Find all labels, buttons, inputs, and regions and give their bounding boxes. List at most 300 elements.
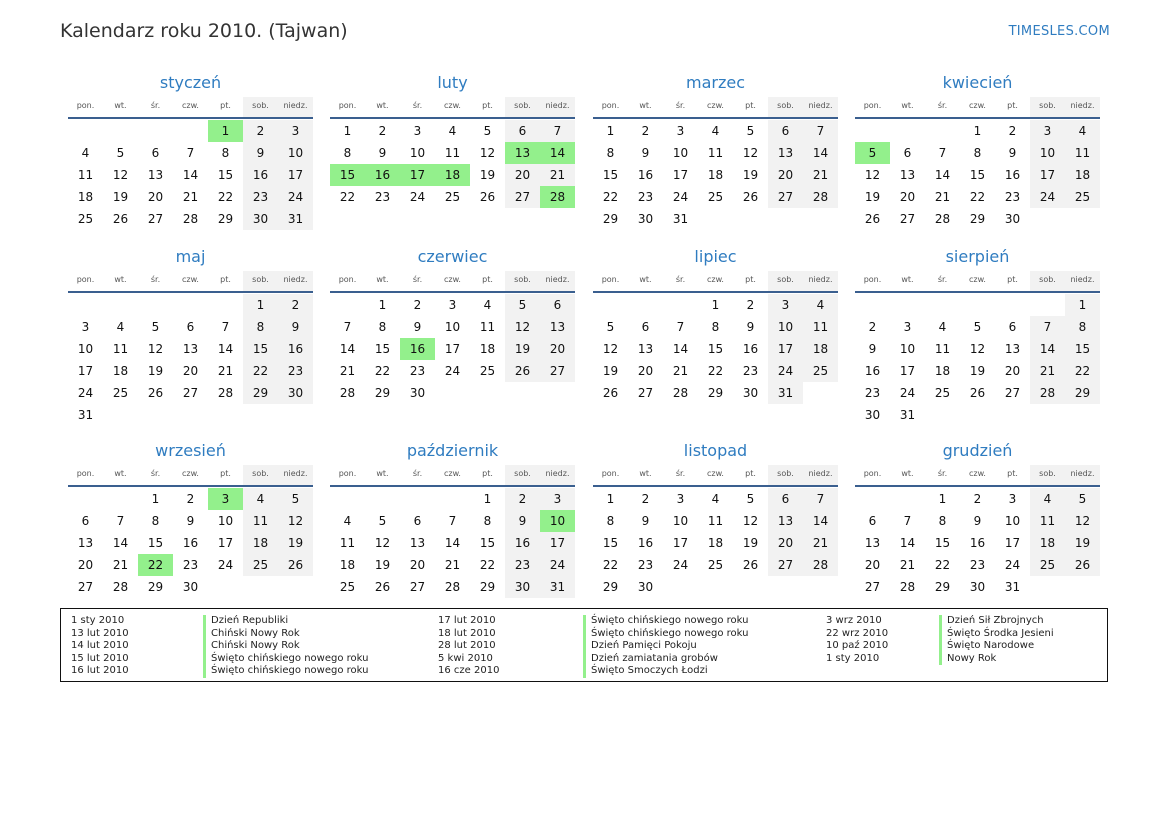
- holiday-day-cell[interactable]: 16: [365, 164, 400, 186]
- day-cell[interactable]: 11: [803, 316, 838, 338]
- day-cell[interactable]: 3: [540, 488, 575, 510]
- day-cell[interactable]: 10: [672, 146, 689, 160]
- day-cell[interactable]: 7: [343, 320, 352, 334]
- day-cell[interactable]: 20: [505, 164, 540, 186]
- day-cell[interactable]: 17: [278, 164, 313, 186]
- day-cell[interactable]: 20: [147, 190, 164, 204]
- day-cell[interactable]: 8: [343, 146, 352, 160]
- day-cell[interactable]: 13: [540, 316, 575, 338]
- day-cell[interactable]: 9: [1008, 146, 1017, 160]
- holiday-day-cell[interactable]: 22: [138, 554, 173, 576]
- day-cell[interactable]: 13: [1004, 342, 1021, 356]
- day-cell[interactable]: 4: [803, 294, 838, 316]
- day-cell[interactable]: 18: [1030, 532, 1065, 554]
- day-cell[interactable]: 12: [742, 146, 759, 160]
- day-cell[interactable]: 25: [803, 360, 838, 382]
- day-cell[interactable]: 5: [378, 514, 387, 528]
- day-cell[interactable]: 28: [1030, 382, 1065, 404]
- day-cell[interactable]: 11: [479, 320, 496, 334]
- day-cell[interactable]: 10: [899, 342, 916, 356]
- day-cell[interactable]: 2: [1008, 124, 1017, 138]
- day-cell[interactable]: 24: [1004, 558, 1021, 572]
- day-cell[interactable]: 25: [112, 386, 129, 400]
- day-cell[interactable]: 24: [278, 186, 313, 208]
- day-cell[interactable]: 24: [217, 558, 234, 572]
- day-cell[interactable]: 16: [969, 536, 986, 550]
- day-cell[interactable]: 24: [409, 190, 426, 204]
- day-cell[interactable]: 29: [934, 580, 951, 594]
- day-cell[interactable]: 23: [505, 554, 540, 576]
- day-cell[interactable]: 12: [505, 316, 540, 338]
- day-cell[interactable]: 30: [637, 580, 654, 594]
- day-cell[interactable]: 6: [768, 120, 803, 142]
- day-cell[interactable]: 11: [444, 146, 461, 160]
- day-cell[interactable]: 5: [746, 492, 755, 506]
- day-cell[interactable]: 10: [672, 514, 689, 528]
- day-cell[interactable]: 13: [147, 168, 164, 182]
- day-cell[interactable]: 19: [112, 190, 129, 204]
- day-cell[interactable]: 6: [81, 514, 90, 528]
- day-cell[interactable]: 22: [479, 558, 496, 572]
- day-cell[interactable]: 1: [483, 492, 492, 506]
- day-cell[interactable]: 29: [1065, 382, 1100, 404]
- day-cell[interactable]: 22: [602, 558, 619, 572]
- day-cell[interactable]: 22: [339, 190, 356, 204]
- day-cell[interactable]: 8: [973, 146, 982, 160]
- day-cell[interactable]: 2: [378, 124, 387, 138]
- day-cell[interactable]: 15: [934, 536, 951, 550]
- day-cell[interactable]: 1: [606, 492, 615, 506]
- day-cell[interactable]: 29: [374, 386, 391, 400]
- day-cell[interactable]: 22: [217, 190, 234, 204]
- day-cell[interactable]: 21: [803, 164, 838, 186]
- day-cell[interactable]: 19: [969, 364, 986, 378]
- day-cell[interactable]: 7: [903, 514, 912, 528]
- day-cell[interactable]: 4: [711, 492, 720, 506]
- day-cell[interactable]: 29: [602, 580, 619, 594]
- day-cell[interactable]: 3: [81, 320, 90, 334]
- day-cell[interactable]: 22: [374, 364, 391, 378]
- day-cell[interactable]: 13: [864, 536, 881, 550]
- day-cell[interactable]: 2: [746, 298, 755, 312]
- day-cell[interactable]: 25: [479, 364, 496, 378]
- day-cell[interactable]: 21: [444, 558, 461, 572]
- day-cell[interactable]: 27: [864, 580, 881, 594]
- day-cell[interactable]: 21: [217, 364, 234, 378]
- day-cell[interactable]: 12: [278, 510, 313, 532]
- day-cell[interactable]: 11: [707, 514, 724, 528]
- day-cell[interactable]: 22: [934, 558, 951, 572]
- day-cell[interactable]: 12: [147, 342, 164, 356]
- day-cell[interactable]: 30: [243, 208, 278, 230]
- day-cell[interactable]: 6: [186, 320, 195, 334]
- day-cell[interactable]: 23: [864, 386, 881, 400]
- day-cell[interactable]: 31: [768, 382, 803, 404]
- day-cell[interactable]: 18: [1065, 164, 1100, 186]
- day-cell[interactable]: 16: [1004, 168, 1021, 182]
- day-cell[interactable]: 6: [903, 146, 912, 160]
- day-cell[interactable]: 2: [243, 120, 278, 142]
- day-cell[interactable]: 16: [742, 342, 759, 356]
- day-cell[interactable]: 6: [413, 514, 422, 528]
- day-cell[interactable]: 9: [746, 320, 755, 334]
- day-cell[interactable]: 27: [540, 360, 575, 382]
- day-cell[interactable]: 20: [637, 364, 654, 378]
- day-cell[interactable]: 21: [899, 558, 916, 572]
- day-cell[interactable]: 8: [243, 316, 278, 338]
- day-cell[interactable]: 9: [413, 320, 422, 334]
- day-cell[interactable]: 23: [278, 360, 313, 382]
- day-cell[interactable]: 26: [374, 580, 391, 594]
- day-cell[interactable]: 13: [77, 536, 94, 550]
- day-cell[interactable]: 9: [243, 142, 278, 164]
- day-cell[interactable]: 20: [768, 532, 803, 554]
- day-cell[interactable]: 27: [77, 580, 94, 594]
- day-cell[interactable]: 11: [243, 510, 278, 532]
- day-cell[interactable]: 26: [147, 386, 164, 400]
- day-cell[interactable]: 31: [278, 208, 313, 230]
- day-cell[interactable]: 20: [540, 338, 575, 360]
- day-cell[interactable]: 20: [1004, 364, 1021, 378]
- day-cell[interactable]: 21: [934, 190, 951, 204]
- day-cell[interactable]: 5: [606, 320, 615, 334]
- day-cell[interactable]: 1: [711, 298, 720, 312]
- day-cell[interactable]: 27: [182, 386, 199, 400]
- day-cell[interactable]: 28: [803, 186, 838, 208]
- day-cell[interactable]: 7: [676, 320, 685, 334]
- day-cell[interactable]: 4: [483, 298, 492, 312]
- day-cell[interactable]: 4: [448, 124, 457, 138]
- day-cell[interactable]: 29: [707, 386, 724, 400]
- day-cell[interactable]: 12: [969, 342, 986, 356]
- holiday-day-cell[interactable]: 5: [855, 142, 890, 164]
- day-cell[interactable]: 31: [540, 576, 575, 598]
- day-cell[interactable]: 10: [444, 320, 461, 334]
- day-cell[interactable]: 6: [1008, 320, 1017, 334]
- day-cell[interactable]: 25: [243, 554, 278, 576]
- day-cell[interactable]: 15: [243, 338, 278, 360]
- day-cell[interactable]: 23: [1004, 190, 1021, 204]
- day-cell[interactable]: 16: [182, 536, 199, 550]
- day-cell[interactable]: 30: [637, 212, 654, 226]
- day-cell[interactable]: 14: [217, 342, 234, 356]
- day-cell[interactable]: 3: [448, 298, 457, 312]
- day-cell[interactable]: 1: [1065, 294, 1100, 316]
- day-cell[interactable]: 15: [147, 536, 164, 550]
- day-cell[interactable]: 21: [112, 558, 129, 572]
- day-cell[interactable]: 11: [707, 146, 724, 160]
- day-cell[interactable]: 12: [374, 536, 391, 550]
- day-cell[interactable]: 13: [899, 168, 916, 182]
- day-cell[interactable]: 8: [711, 320, 720, 334]
- day-cell[interactable]: 19: [1065, 532, 1100, 554]
- day-cell[interactable]: 14: [1030, 338, 1065, 360]
- day-cell[interactable]: 5: [116, 146, 125, 160]
- day-cell[interactable]: 23: [637, 558, 654, 572]
- day-cell[interactable]: 27: [1004, 386, 1021, 400]
- day-cell[interactable]: 14: [803, 142, 838, 164]
- day-cell[interactable]: 3: [413, 124, 422, 138]
- day-cell[interactable]: 31: [1004, 580, 1021, 594]
- day-cell[interactable]: 15: [217, 168, 234, 182]
- day-cell[interactable]: 29: [479, 580, 496, 594]
- day-cell[interactable]: 15: [479, 536, 496, 550]
- day-cell[interactable]: 3: [676, 492, 685, 506]
- day-cell[interactable]: 31: [672, 212, 689, 226]
- day-cell[interactable]: 19: [147, 364, 164, 378]
- day-cell[interactable]: 26: [602, 386, 619, 400]
- day-cell[interactable]: 15: [374, 342, 391, 356]
- day-cell[interactable]: 19: [278, 532, 313, 554]
- day-cell[interactable]: 17: [217, 536, 234, 550]
- day-cell[interactable]: 3: [1030, 120, 1065, 142]
- day-cell[interactable]: 7: [186, 146, 195, 160]
- day-cell[interactable]: 10: [1004, 514, 1021, 528]
- day-cell[interactable]: 2: [868, 320, 877, 334]
- day-cell[interactable]: 16: [243, 164, 278, 186]
- holiday-day-cell[interactable]: 15: [330, 164, 365, 186]
- day-cell[interactable]: 17: [899, 364, 916, 378]
- day-cell[interactable]: 11: [1030, 510, 1065, 532]
- day-cell[interactable]: 31: [77, 408, 94, 422]
- day-cell[interactable]: 18: [112, 364, 129, 378]
- day-cell[interactable]: 13: [768, 510, 803, 532]
- day-cell[interactable]: 5: [973, 320, 982, 334]
- day-cell[interactable]: 17: [1030, 164, 1065, 186]
- day-cell[interactable]: 24: [1030, 186, 1065, 208]
- day-cell[interactable]: 2: [973, 492, 982, 506]
- day-cell[interactable]: 7: [221, 320, 230, 334]
- day-cell[interactable]: 19: [864, 190, 881, 204]
- day-cell[interactable]: 23: [182, 558, 199, 572]
- day-cell[interactable]: 8: [606, 514, 615, 528]
- day-cell[interactable]: 3: [676, 124, 685, 138]
- day-cell[interactable]: 26: [278, 554, 313, 576]
- day-cell[interactable]: 15: [602, 168, 619, 182]
- day-cell[interactable]: 7: [540, 120, 575, 142]
- day-cell[interactable]: 30: [505, 576, 540, 598]
- day-cell[interactable]: 10: [768, 316, 803, 338]
- day-cell[interactable]: 30: [969, 580, 986, 594]
- day-cell[interactable]: 18: [934, 364, 951, 378]
- day-cell[interactable]: 18: [707, 168, 724, 182]
- day-cell[interactable]: 25: [1030, 554, 1065, 576]
- day-cell[interactable]: 15: [602, 536, 619, 550]
- day-cell[interactable]: 3: [278, 120, 313, 142]
- day-cell[interactable]: 11: [339, 536, 356, 550]
- day-cell[interactable]: 9: [278, 316, 313, 338]
- day-cell[interactable]: 11: [112, 342, 129, 356]
- day-cell[interactable]: 28: [934, 212, 951, 226]
- day-cell[interactable]: 16: [864, 364, 881, 378]
- day-cell[interactable]: 25: [444, 190, 461, 204]
- day-cell[interactable]: 21: [182, 190, 199, 204]
- day-cell[interactable]: 26: [969, 386, 986, 400]
- day-cell[interactable]: 22: [707, 364, 724, 378]
- day-cell[interactable]: 6: [768, 488, 803, 510]
- day-cell[interactable]: 24: [444, 364, 461, 378]
- day-cell[interactable]: 24: [899, 386, 916, 400]
- day-cell[interactable]: 8: [378, 320, 387, 334]
- day-cell[interactable]: 20: [182, 364, 199, 378]
- day-cell[interactable]: 25: [934, 386, 951, 400]
- day-cell[interactable]: 27: [899, 212, 916, 226]
- day-cell[interactable]: 30: [182, 580, 199, 594]
- day-cell[interactable]: 27: [147, 212, 164, 226]
- day-cell[interactable]: 24: [540, 554, 575, 576]
- day-cell[interactable]: 7: [448, 514, 457, 528]
- day-cell[interactable]: 29: [969, 212, 986, 226]
- day-cell[interactable]: 22: [1065, 360, 1100, 382]
- day-cell[interactable]: 30: [1004, 212, 1021, 226]
- day-cell[interactable]: 26: [505, 360, 540, 382]
- day-cell[interactable]: 7: [116, 514, 125, 528]
- day-cell[interactable]: 3: [768, 294, 803, 316]
- day-cell[interactable]: 17: [672, 536, 689, 550]
- day-cell[interactable]: 26: [864, 212, 881, 226]
- day-cell[interactable]: 4: [116, 320, 125, 334]
- day-cell[interactable]: 6: [505, 120, 540, 142]
- day-cell[interactable]: 14: [112, 536, 129, 550]
- day-cell[interactable]: 14: [899, 536, 916, 550]
- day-cell[interactable]: 20: [864, 558, 881, 572]
- day-cell[interactable]: 27: [505, 186, 540, 208]
- day-cell[interactable]: 19: [374, 558, 391, 572]
- day-cell[interactable]: 28: [444, 580, 461, 594]
- day-cell[interactable]: 30: [409, 386, 426, 400]
- day-cell[interactable]: 8: [938, 514, 947, 528]
- day-cell[interactable]: 28: [803, 554, 838, 576]
- day-cell[interactable]: 4: [243, 488, 278, 510]
- day-cell[interactable]: 25: [77, 212, 94, 226]
- day-cell[interactable]: 23: [637, 190, 654, 204]
- day-cell[interactable]: 14: [339, 342, 356, 356]
- day-cell[interactable]: 29: [217, 212, 234, 226]
- day-cell[interactable]: 28: [217, 386, 234, 400]
- day-cell[interactable]: 28: [112, 580, 129, 594]
- day-cell[interactable]: 7: [938, 146, 947, 160]
- holiday-day-cell[interactable]: 1: [208, 120, 243, 142]
- day-cell[interactable]: 28: [899, 580, 916, 594]
- day-cell[interactable]: 24: [768, 360, 803, 382]
- day-cell[interactable]: 11: [934, 342, 951, 356]
- day-cell[interactable]: 20: [899, 190, 916, 204]
- holiday-day-cell[interactable]: 13: [505, 142, 540, 164]
- day-cell[interactable]: 13: [182, 342, 199, 356]
- day-cell[interactable]: 8: [1065, 316, 1100, 338]
- day-cell[interactable]: 16: [278, 338, 313, 360]
- day-cell[interactable]: 15: [1065, 338, 1100, 360]
- day-cell[interactable]: 24: [672, 190, 689, 204]
- day-cell[interactable]: 16: [505, 532, 540, 554]
- day-cell[interactable]: 5: [746, 124, 755, 138]
- day-cell[interactable]: 2: [413, 298, 422, 312]
- day-cell[interactable]: 14: [672, 342, 689, 356]
- day-cell[interactable]: 4: [343, 514, 352, 528]
- day-cell[interactable]: 18: [479, 342, 496, 356]
- day-cell[interactable]: 17: [77, 364, 94, 378]
- day-cell[interactable]: 22: [602, 190, 619, 204]
- day-cell[interactable]: 4: [711, 124, 720, 138]
- day-cell[interactable]: 6: [151, 146, 160, 160]
- day-cell[interactable]: 10: [77, 342, 94, 356]
- day-cell[interactable]: 26: [1065, 554, 1100, 576]
- holiday-day-cell[interactable]: 16: [400, 338, 435, 360]
- day-cell[interactable]: 17: [768, 338, 803, 360]
- day-cell[interactable]: 18: [803, 338, 838, 360]
- day-cell[interactable]: 30: [864, 408, 881, 422]
- day-cell[interactable]: 27: [768, 186, 803, 208]
- day-cell[interactable]: 23: [742, 364, 759, 378]
- site-link[interactable]: TIMESLES.COM: [1008, 24, 1110, 39]
- day-cell[interactable]: 2: [641, 124, 650, 138]
- day-cell[interactable]: 14: [934, 168, 951, 182]
- day-cell[interactable]: 2: [641, 492, 650, 506]
- day-cell[interactable]: 17: [672, 168, 689, 182]
- holiday-day-cell[interactable]: 28: [540, 186, 575, 208]
- holiday-day-cell[interactable]: 3: [208, 488, 243, 510]
- day-cell[interactable]: 27: [768, 554, 803, 576]
- day-cell[interactable]: 20: [409, 558, 426, 572]
- day-cell[interactable]: 12: [864, 168, 881, 182]
- day-cell[interactable]: 1: [243, 294, 278, 316]
- day-cell[interactable]: 9: [868, 342, 877, 356]
- day-cell[interactable]: 19: [505, 338, 540, 360]
- day-cell[interactable]: 8: [151, 514, 160, 528]
- day-cell[interactable]: 18: [77, 190, 94, 204]
- day-cell[interactable]: 1: [378, 298, 387, 312]
- day-cell[interactable]: 4: [81, 146, 90, 160]
- day-cell[interactable]: 3: [1008, 492, 1017, 506]
- day-cell[interactable]: 2: [278, 294, 313, 316]
- day-cell[interactable]: 10: [278, 142, 313, 164]
- holiday-day-cell[interactable]: 18: [435, 164, 470, 186]
- day-cell[interactable]: 25: [339, 580, 356, 594]
- day-cell[interactable]: 8: [221, 146, 230, 160]
- day-cell[interactable]: 9: [378, 146, 387, 160]
- day-cell[interactable]: 4: [1030, 488, 1065, 510]
- day-cell[interactable]: 11: [1065, 142, 1100, 164]
- day-cell[interactable]: 19: [742, 168, 759, 182]
- day-cell[interactable]: 6: [540, 294, 575, 316]
- day-cell[interactable]: 30: [278, 382, 313, 404]
- day-cell[interactable]: 19: [742, 536, 759, 550]
- day-cell[interactable]: 2: [186, 492, 195, 506]
- day-cell[interactable]: 30: [742, 386, 759, 400]
- day-cell[interactable]: 15: [969, 168, 986, 182]
- day-cell[interactable]: 12: [742, 514, 759, 528]
- holiday-day-cell[interactable]: 14: [540, 142, 575, 164]
- day-cell[interactable]: 20: [768, 164, 803, 186]
- day-cell[interactable]: 6: [868, 514, 877, 528]
- day-cell[interactable]: 18: [339, 558, 356, 572]
- day-cell[interactable]: 29: [147, 580, 164, 594]
- day-cell[interactable]: 20: [77, 558, 94, 572]
- holiday-day-cell[interactable]: 10: [540, 510, 575, 532]
- day-cell[interactable]: 17: [444, 342, 461, 356]
- day-cell[interactable]: 9: [505, 510, 540, 532]
- day-cell[interactable]: 26: [112, 212, 129, 226]
- day-cell[interactable]: 23: [243, 186, 278, 208]
- day-cell[interactable]: 28: [672, 386, 689, 400]
- day-cell[interactable]: 12: [112, 168, 129, 182]
- day-cell[interactable]: 21: [803, 532, 838, 554]
- day-cell[interactable]: 5: [505, 294, 540, 316]
- day-cell[interactable]: 10: [1030, 142, 1065, 164]
- day-cell[interactable]: 23: [409, 364, 426, 378]
- day-cell[interactable]: 6: [641, 320, 650, 334]
- day-cell[interactable]: 24: [77, 386, 94, 400]
